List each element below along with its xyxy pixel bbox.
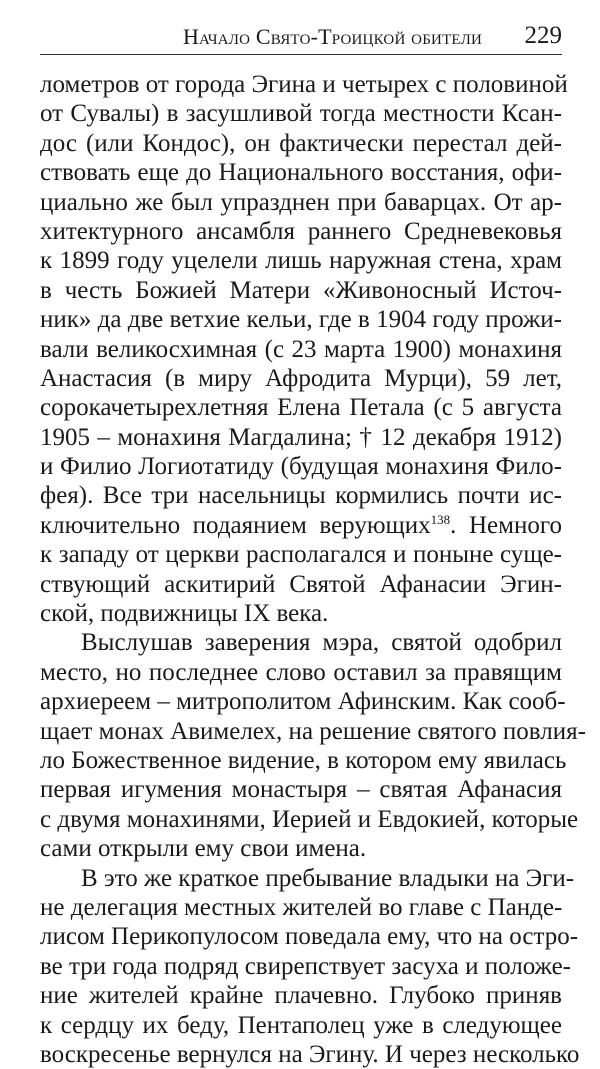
text-line: к сердцу их беду, Пентаполец уже в следующее: [40, 1011, 562, 1039]
text-line: лометров от города Эгина и четырех с половиной: [40, 71, 568, 98]
page-number: 229: [524, 22, 562, 49]
text-line-with-footnote: [40, 511, 562, 540]
text-line: место, но последнее слово оставил за правящим: [40, 658, 562, 686]
text-line: ве три года подряд свирепствует засуха и положе-: [40, 952, 572, 980]
text-line: дос (или Кондос), он фактически перестал дей-: [40, 129, 562, 157]
text-line: фея). Все три насельницы кормились почти ис-: [40, 482, 562, 510]
text-line: с двумя монахинями, Иерией и Евдокией, которые: [40, 805, 579, 833]
text-line: архиереем – митрополитом Афинским. Как сооб-: [40, 688, 566, 716]
text-line: вали великосхимная (с 23 марта 1900) монахиня: [40, 335, 562, 363]
paragraph-1: [40, 70, 568, 628]
text-line: ник» да две ветхие кельи, где в 1904 году прожи-: [40, 306, 562, 334]
text-line: лисом Перикопулосом поведала ему, что на остро-: [40, 923, 579, 951]
text-line: хитектурного ансамбля раннего Средневековья: [40, 217, 562, 245]
chapter-title: Начало Свято-Троицкой обители: [182, 24, 482, 49]
text-line: циально же был упразднен при баварцах. От ар-: [40, 188, 562, 216]
text-line: 1905 – монахиня Магдалина; † 12 декабря 1912): [40, 423, 562, 451]
text-fragment: . Немного: [450, 511, 562, 539]
text-line: от Сувалы) в засушливой тогда местности Ксан-: [40, 100, 562, 128]
paragraph-3: [40, 864, 580, 1069]
text-line: первая игумения монастыря – святая Афанасия: [40, 776, 562, 804]
text-line: сами открыли ему свои имена.: [40, 835, 367, 863]
running-head: [40, 22, 562, 55]
text-line: к западу от церкви располагался и поныне суще-: [40, 541, 562, 569]
body-text: [40, 70, 586, 1069]
text-line: и Филио Логиотатиду (будущая монахиня Фило-: [40, 453, 562, 481]
text-fragment: ключительно подаянием верующих: [40, 511, 431, 539]
footnote-ref[interactable]: 138: [430, 511, 451, 527]
text-line: ние жителей крайне плачевно. Глубоко приняв: [40, 982, 562, 1010]
text-line: ской, подвижницы IX века.: [40, 600, 329, 628]
text-line: к 1899 году уцелели лишь наружная стена, храм: [40, 247, 562, 275]
text-line: ствующий аскитирий Святой Афанасии Эгин-: [40, 570, 562, 598]
text-line: в честь Божией Матери «Живоносный Источ-: [40, 276, 562, 304]
text-line: ло Божественное видение, в котором ему явилась: [40, 746, 567, 774]
text-line: щает монах Авимелех, на решение святого повлия-: [40, 717, 586, 745]
text-line: Анастасия (в миру Афродита Мурци), 59 лет,: [40, 364, 562, 392]
text-line: воскресенье вернулся на Эгину. И через несколько: [40, 1040, 580, 1068]
text-line: не делегация местных жителей во главе с Панде-: [40, 893, 563, 921]
text-line: ствовать еще до Национального восстания, офи-: [40, 159, 562, 187]
text-line: сорокачетырехлетняя Елена Петала (с 5 августа: [40, 394, 562, 422]
text-line: Выслушав заверения мэра, святой одобрил: [81, 629, 562, 657]
paragraph-2: [40, 628, 586, 863]
text-line: В это же краткое пребывание владыки на Эги-: [81, 864, 575, 892]
